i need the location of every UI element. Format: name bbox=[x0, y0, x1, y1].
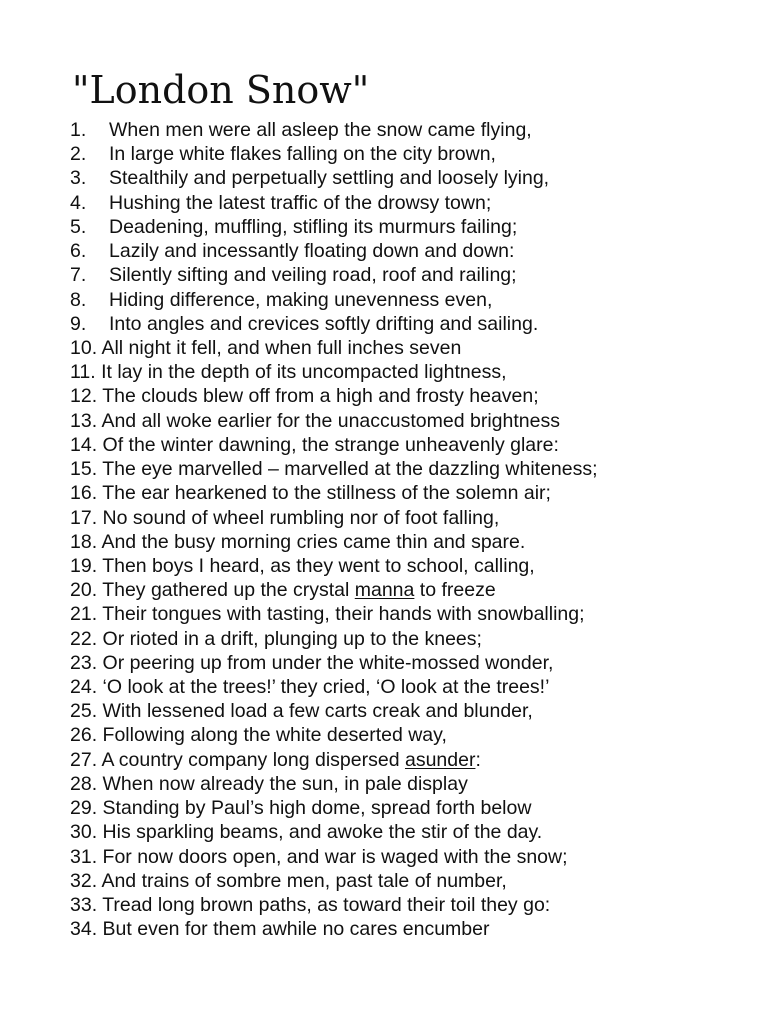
line-text bbox=[70, 723, 447, 747]
line-content: Lazily and incessantly floating down and down: bbox=[109, 240, 515, 263]
line-text bbox=[70, 530, 525, 554]
line-number: 33. bbox=[70, 894, 98, 916]
line-number: 9. bbox=[70, 312, 87, 335]
line-number: 19. bbox=[70, 554, 98, 577]
poem-line bbox=[70, 820, 760, 844]
poem-line bbox=[70, 457, 760, 481]
line-text bbox=[109, 288, 492, 312]
line-number: 1. bbox=[70, 119, 87, 141]
line-number: 6. bbox=[70, 240, 87, 263]
poem-line bbox=[70, 288, 760, 312]
poem-line bbox=[70, 627, 760, 651]
poem-line bbox=[70, 312, 760, 336]
poem-line bbox=[70, 651, 760, 675]
line-text-before: A country company long dispersed bbox=[101, 748, 405, 771]
line-content: When now already the sun, in pale display bbox=[102, 772, 468, 795]
line-content: All night it fell, and when full inches seven bbox=[101, 336, 462, 359]
line-text bbox=[70, 457, 598, 481]
line-text bbox=[109, 191, 491, 215]
poem-line bbox=[70, 554, 760, 578]
poem-line bbox=[70, 166, 760, 190]
poem-line bbox=[70, 578, 760, 602]
line-text bbox=[70, 869, 507, 893]
poem-line bbox=[70, 191, 760, 215]
poem-line bbox=[70, 845, 760, 869]
poem-line bbox=[70, 796, 760, 820]
line-content: The clouds blew off from a high and frosty heaven; bbox=[102, 385, 539, 408]
line-number: 31. bbox=[70, 845, 98, 868]
line-text bbox=[70, 602, 585, 626]
poem-line bbox=[70, 772, 760, 796]
line-content: Or peering up from under the white-mossed wonder, bbox=[102, 651, 554, 674]
poem-line bbox=[70, 360, 760, 384]
line-number: 14. bbox=[70, 433, 98, 456]
poem-lines bbox=[70, 118, 760, 941]
line-content: But even for them awhile no cares encumber bbox=[102, 918, 490, 941]
poem-line bbox=[70, 263, 760, 287]
poem-line bbox=[70, 699, 760, 723]
line-text bbox=[70, 893, 550, 917]
line-text bbox=[70, 384, 539, 408]
poem-line bbox=[70, 602, 760, 626]
line-content: Tread long brown paths, as toward their toil they go: bbox=[102, 894, 551, 916]
line-content: Deadening, muffling, stifling its murmurs failing; bbox=[109, 215, 518, 238]
line-number: 25. bbox=[70, 700, 98, 723]
poem-line bbox=[70, 215, 760, 239]
line-text bbox=[109, 142, 496, 166]
line-text bbox=[70, 796, 531, 820]
poem-line bbox=[70, 118, 760, 142]
line-number: 32. bbox=[70, 869, 98, 892]
line-content: Hiding difference, making unevenness even, bbox=[109, 288, 493, 311]
poem-line bbox=[70, 748, 760, 772]
line-content: When men were all asleep the snow came flying, bbox=[109, 119, 532, 141]
line-text bbox=[109, 263, 517, 287]
line-number: 18. bbox=[70, 530, 98, 553]
poem-line bbox=[70, 723, 760, 747]
poem-line bbox=[70, 530, 760, 554]
line-content: Into angles and crevices softly drifting and sailing. bbox=[109, 312, 539, 335]
line-number: 24. bbox=[70, 676, 98, 699]
line-number: 21. bbox=[70, 603, 98, 626]
line-text bbox=[70, 433, 559, 457]
line-text-after: : bbox=[475, 748, 481, 771]
line-text-after: to freeze bbox=[414, 579, 496, 602]
poem-line bbox=[70, 481, 760, 505]
poem-line bbox=[70, 506, 760, 530]
line-content: And trains of sombre men, past tale of number, bbox=[101, 869, 507, 892]
line-text bbox=[70, 578, 496, 602]
poem-line bbox=[70, 893, 760, 917]
line-content: His sparkling beams, and awoke the stir of the day. bbox=[102, 821, 543, 844]
line-number: 20. bbox=[70, 579, 98, 602]
line-text bbox=[70, 481, 551, 505]
line-number: 23. bbox=[70, 651, 98, 674]
line-text bbox=[70, 917, 489, 941]
line-number: 13. bbox=[70, 409, 98, 432]
line-number: 8. bbox=[70, 288, 87, 311]
poem-line bbox=[70, 409, 760, 433]
line-content: Their tongues with tasting, their hands with snowballing; bbox=[102, 603, 585, 626]
line-text-before: They gathered up the crystal bbox=[102, 579, 355, 602]
line-text bbox=[70, 675, 549, 699]
line-number: 28. bbox=[70, 772, 98, 795]
line-number: 15. bbox=[70, 458, 98, 481]
line-content: And the busy morning cries came thin and spare. bbox=[101, 530, 526, 553]
line-text bbox=[70, 651, 553, 675]
line-number: 11. bbox=[70, 361, 96, 384]
line-text bbox=[70, 360, 507, 384]
line-content: Hushing the latest traffic of the drowsy town; bbox=[109, 191, 492, 214]
line-number: 16. bbox=[70, 482, 98, 505]
line-text bbox=[109, 215, 517, 239]
line-content: In large white flakes falling on the city brown, bbox=[109, 143, 496, 166]
line-content: Of the winter dawning, the strange unheavenly glare: bbox=[102, 433, 559, 456]
poem-line bbox=[70, 675, 760, 699]
line-content: For now doors open, and war is waged with the snow; bbox=[102, 845, 568, 868]
line-text bbox=[109, 312, 538, 336]
line-number: 10. bbox=[70, 336, 98, 359]
line-number: 34. bbox=[70, 918, 98, 941]
line-text bbox=[109, 166, 549, 190]
line-content: And all woke earlier for the unaccustomed brightness bbox=[101, 409, 560, 432]
line-number: 4. bbox=[70, 191, 87, 214]
line-number: 22. bbox=[70, 627, 98, 650]
line-text bbox=[70, 748, 481, 772]
line-number: 7. bbox=[70, 264, 87, 287]
line-number: 29. bbox=[70, 797, 98, 820]
line-text bbox=[70, 336, 461, 360]
line-content: With lessened load a few carts creak and blunder, bbox=[102, 700, 533, 723]
line-number: 17. bbox=[70, 506, 98, 529]
underlined-word[interactable]: asunder bbox=[404, 748, 476, 771]
line-content: Or rioted in a drift, plunging up to the knees; bbox=[102, 627, 482, 650]
line-text bbox=[70, 699, 533, 723]
line-content: The ear hearkened to the stillness of the solemn air; bbox=[102, 482, 551, 505]
line-number: 3. bbox=[70, 167, 87, 190]
line-content: ‘O look at the trees!’ they cried, ‘O look at the trees!’ bbox=[102, 676, 550, 699]
line-number: 26. bbox=[70, 724, 98, 747]
line-number: 27. bbox=[70, 748, 98, 771]
poem-line bbox=[70, 336, 760, 360]
line-content: The eye marvelled – marvelled at the dazzling whiteness; bbox=[102, 458, 598, 481]
line-content: No sound of wheel rumbling nor of foot falling, bbox=[102, 506, 500, 529]
line-text bbox=[109, 239, 514, 263]
line-content: Following along the white deserted way, bbox=[102, 724, 447, 747]
poem-line bbox=[70, 433, 760, 457]
line-text bbox=[70, 506, 499, 530]
line-content: Standing by Paul’s high dome, spread forth below bbox=[102, 797, 532, 820]
poem-title: "London Snow" bbox=[72, 68, 370, 112]
line-number: 12. bbox=[70, 385, 98, 408]
poem-line bbox=[70, 917, 760, 941]
line-text bbox=[70, 409, 560, 433]
poem-line bbox=[70, 142, 760, 166]
line-text bbox=[70, 845, 568, 869]
line-content: It lay in the depth of its uncompacted lightness, bbox=[101, 361, 507, 384]
line-text bbox=[70, 627, 482, 651]
line-text bbox=[70, 820, 542, 844]
line-text bbox=[70, 554, 535, 578]
line-text bbox=[70, 772, 468, 796]
line-content: Then boys I heard, as they went to school, calling, bbox=[102, 554, 535, 577]
line-number: 2. bbox=[70, 143, 87, 166]
poem-line bbox=[70, 869, 760, 893]
poem-line bbox=[70, 239, 760, 263]
line-number: 5. bbox=[70, 215, 87, 238]
line-number: 30. bbox=[70, 821, 98, 844]
line-content: Silently sifting and veiling road, roof and railing; bbox=[109, 264, 517, 287]
poem-line bbox=[70, 384, 760, 408]
line-content: Stealthily and perpetually settling and loosely lying, bbox=[109, 167, 550, 190]
underlined-word[interactable]: manna bbox=[354, 579, 415, 602]
line-text bbox=[109, 118, 532, 142]
